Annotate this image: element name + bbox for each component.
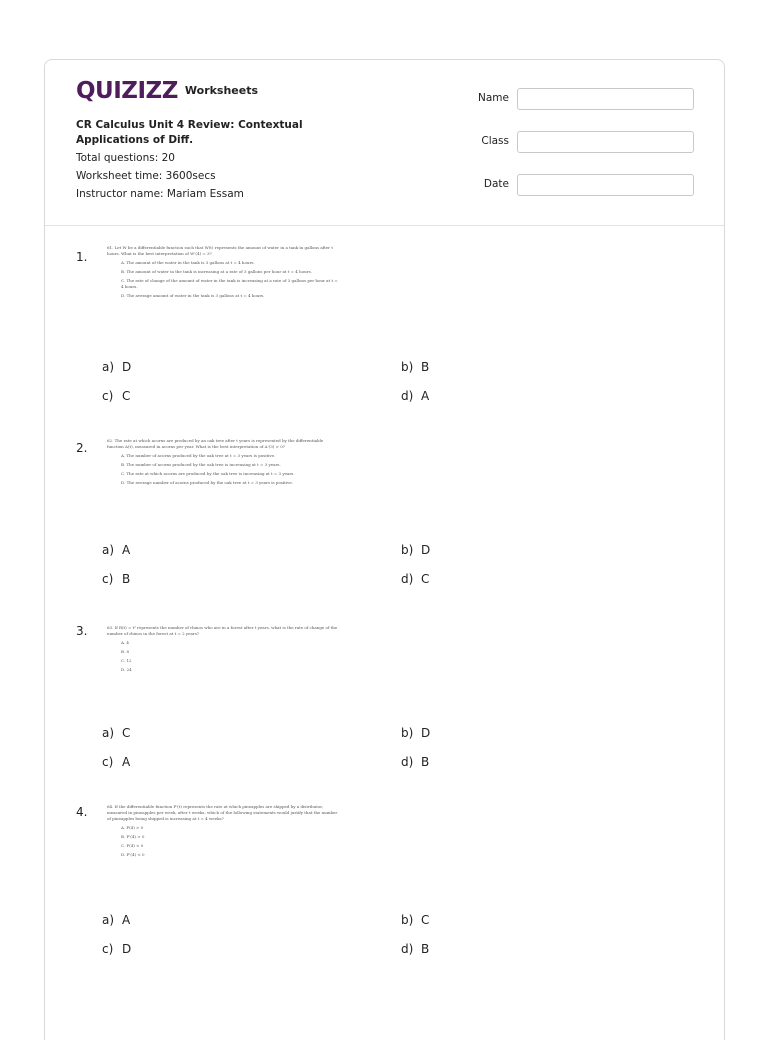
question-option: D. The average number of acorns produced by the oak tree at t = 3 years is positive. [121, 480, 293, 485]
question-image [107, 625, 339, 676]
question-stem: 61. Let W be a differentiable function such that W(t) represents the amount of water in a tank in gallons after t hours. What is the best interpretation of W'(4) = 3? [107, 245, 333, 256]
question-option: A. The number of acorns produced by the oak tree at t = 3 years is positive. [121, 453, 276, 458]
question-image [107, 245, 339, 302]
worksheet-title: CR Calculus Unit 4 Review: Contextual Applications of Diff. [76, 119, 303, 146]
answer-a: a) D [102, 360, 132, 374]
worksheet-page [44, 59, 725, 1040]
date-field[interactable] [517, 174, 694, 196]
answer-a: a) C [102, 726, 131, 740]
logo-wordmark: QUIZIZZ [76, 78, 178, 104]
question-option: A. 4 [121, 640, 129, 645]
answer-d: d) A [401, 389, 430, 403]
question-option: D. 24 [121, 667, 132, 672]
name-field[interactable] [517, 88, 694, 110]
date-label: Date [483, 178, 509, 190]
total-questions: Total questions: 20 [76, 152, 175, 164]
question-number: 4. [76, 805, 88, 819]
answer-a: a) A [102, 543, 131, 557]
question-option: B. P'(4) > 0 [121, 834, 145, 839]
question-option: C. The rate at which acorns are produced by the oak tree is increasing at t = 3 years. [121, 471, 295, 476]
answer-c: c) B [102, 572, 131, 586]
class-label: Class [481, 135, 509, 147]
quizizz-logo [76, 78, 258, 104]
question-image [107, 438, 339, 489]
name-label: Name [478, 92, 509, 104]
question-option: D. The average amount of water in the tank is 3 gallons at t = 4 hours. [121, 293, 265, 298]
question-number: 3. [76, 624, 88, 638]
question-stem: 63. If R(t) = t² represents the number of rhinos who are in a forest after t years, what is the rate of change of the number of rhinos in the forest at t = 2 years? [107, 625, 338, 636]
answer-c: c) C [102, 389, 131, 403]
answer-d: d) B [401, 755, 430, 769]
class-field[interactable] [517, 131, 694, 153]
worksheet-header [45, 60, 724, 226]
answer-c: c) D [102, 942, 132, 956]
logo-subtitle: Worksheets [184, 84, 259, 97]
question-stem: 64. If the differentiable function P'(t) represents the rate at which pineapples are shipped by a distributor, measured in pineapples per week, after t weeks, which of the following statements would justify that the number of pineapples being shipped is increasing at t = 4 weeks? [107, 804, 338, 821]
question-option: B. 8 [121, 649, 130, 654]
answer-a: a) A [102, 913, 131, 927]
question-option: B. The amount of water in the tank is increasing at a rate of 3 gallons per hour at t = 4 hours. [121, 269, 312, 274]
question-stem: 62. The rate at which acorns are produced by an oak tree after t years is represented by the differentiable function A(t), measured in acorns per year. What is the best interpretation of A'(3) > 0? [107, 438, 324, 449]
question-number: 2. [76, 441, 88, 455]
answer-b: b) D [401, 726, 431, 740]
answer-b: b) B [401, 360, 430, 374]
answer-c: c) A [102, 755, 131, 769]
question-option: A. The amount of the water in the tank is 3 gallons at t = 4 hours. [121, 260, 255, 265]
worksheet-time: Worksheet time: 3600secs [76, 170, 216, 182]
question-number: 1. [76, 250, 88, 264]
question-option: C. The rate of change of the amount of water in the tank is increasing at a rate of 3 gallons per hour at t = 4 hours. [121, 278, 338, 289]
question-option: A. P(4) > 0 [121, 825, 144, 830]
question-option: C. P(4) < 0 [121, 843, 144, 848]
answer-d: d) B [401, 942, 430, 956]
answer-b: b) C [401, 913, 430, 927]
answer-b: b) D [401, 543, 431, 557]
question-image [107, 804, 339, 861]
question-option: B. The number of acorns produced by the oak tree is increasing at t = 3 years. [121, 462, 281, 467]
answer-d: d) C [401, 572, 430, 586]
question-option: D. P'(4) < 0 [121, 852, 145, 857]
instructor-name: Instructor name: Mariam Essam [76, 188, 244, 200]
question-option: C. 12 [121, 658, 132, 663]
